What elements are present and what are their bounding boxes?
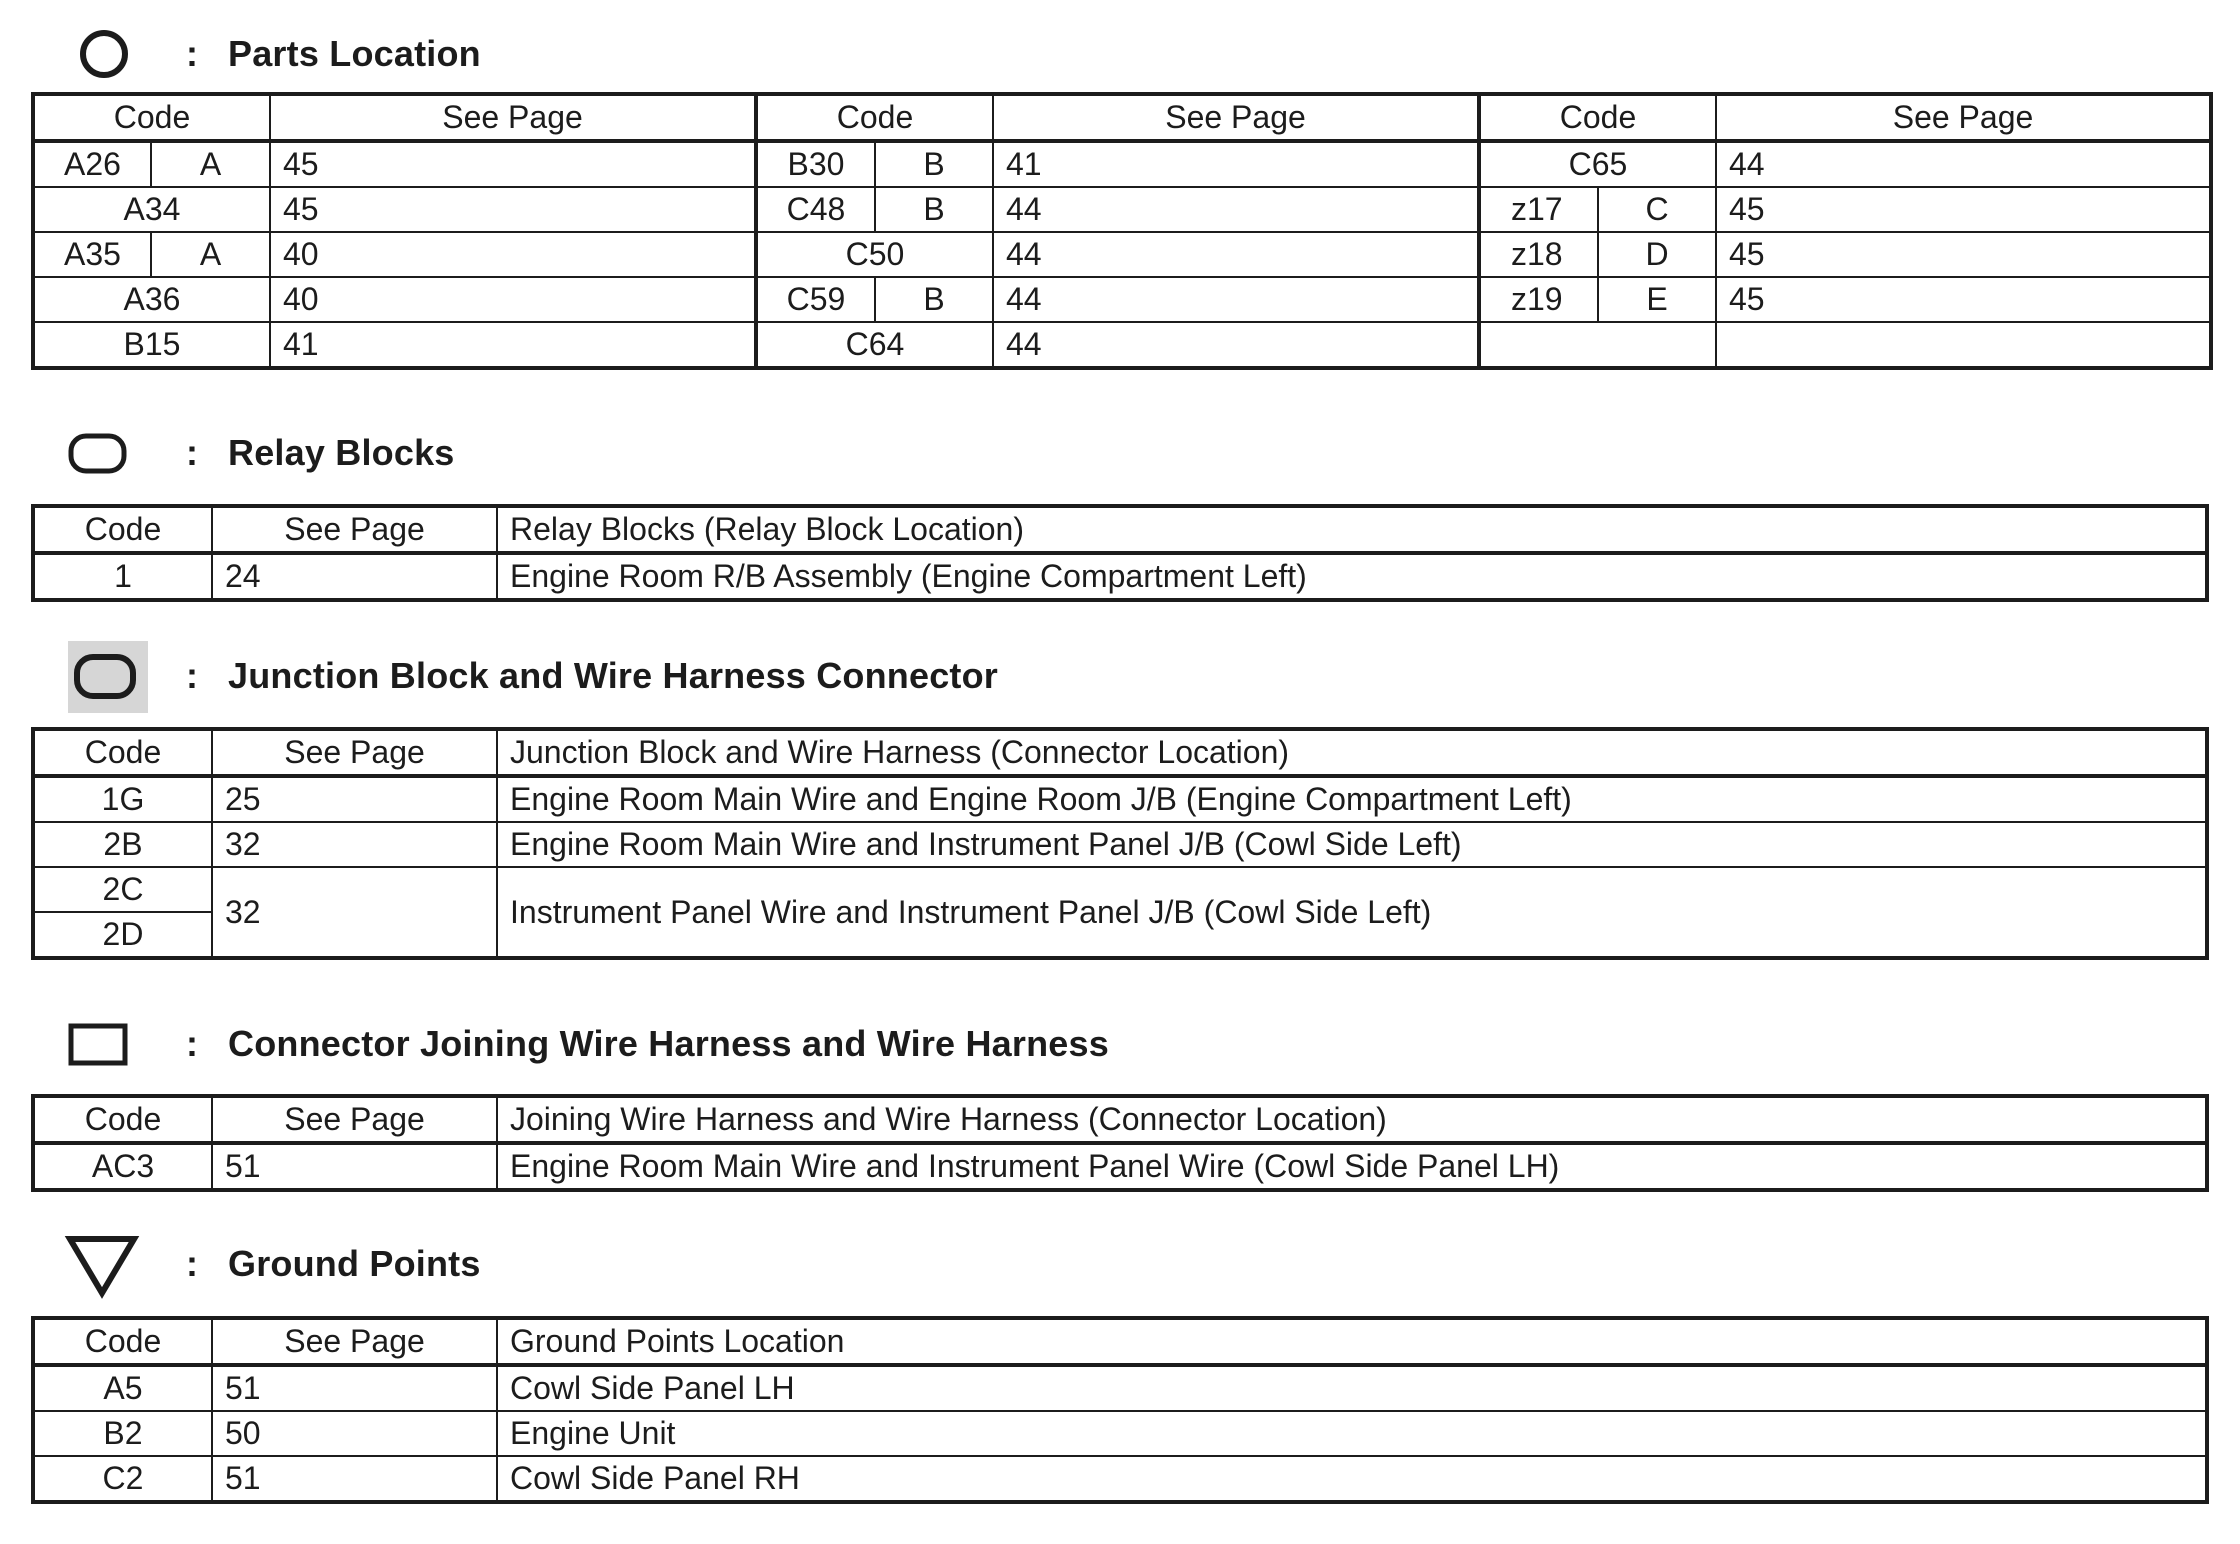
page-cell: 44 xyxy=(993,322,1479,368)
table-header-row xyxy=(33,1318,2207,1365)
description-cell: Engine Room Main Wire and Instrument Panel J/B (Cowl Side Left) xyxy=(497,822,2207,867)
table-row xyxy=(33,553,2207,600)
page-cell: 45 xyxy=(1716,232,2211,277)
code-cell: A35 xyxy=(33,232,151,277)
table-header-row xyxy=(33,729,2207,776)
sub-code-cell: A xyxy=(151,232,270,277)
code-cell: AC3 xyxy=(33,1143,212,1190)
code-cell: B15 xyxy=(33,322,270,368)
header-code: Code xyxy=(33,506,212,553)
relay-blocks-table xyxy=(31,504,2209,602)
description-cell: Cowl Side Panel RH xyxy=(497,1456,2207,1502)
code-cell: C65 xyxy=(1479,141,1716,187)
table-row xyxy=(33,187,2211,232)
rectangle-icon xyxy=(60,1004,150,1084)
header-code: Code xyxy=(33,1096,212,1143)
header-see-page: See Page xyxy=(270,94,756,141)
table-header-row xyxy=(33,1096,2207,1143)
rounded-rect-icon xyxy=(60,413,150,493)
header-description: Relay Blocks (Relay Block Location) xyxy=(497,506,2207,553)
section-colon: : xyxy=(186,655,198,696)
sub-code-cell: A xyxy=(151,141,270,187)
code-cell: A36 xyxy=(33,277,270,322)
sub-code-cell: B xyxy=(875,187,993,232)
section-header-ground-points xyxy=(60,1224,2160,1304)
table-row xyxy=(33,867,2207,912)
header-code: Code xyxy=(33,94,270,141)
section-header-connector-joining xyxy=(60,1004,2160,1084)
section-header-relay-blocks xyxy=(60,413,2160,493)
sub-code-cell: C xyxy=(1598,187,1716,232)
page-cell: 24 xyxy=(212,553,497,600)
page-cell: 45 xyxy=(1716,277,2211,322)
header-code: Code xyxy=(33,1318,212,1365)
header-description: Junction Block and Wire Harness (Connector Location) xyxy=(497,729,2207,776)
code-cell xyxy=(1479,322,1716,368)
description-cell: Engine Room Main Wire and Engine Room J/B (Engine Compartment Left) xyxy=(497,776,2207,822)
code-cell: z17 xyxy=(1479,187,1598,232)
code-cell: C64 xyxy=(756,322,993,368)
section-colon: : xyxy=(186,1023,198,1064)
sub-code-cell: E xyxy=(1598,277,1716,322)
section-title: Junction Block and Wire Harness Connector xyxy=(228,655,999,696)
code-cell: z18 xyxy=(1479,232,1598,277)
section-header-junction-block xyxy=(60,636,2160,716)
sub-code-cell: B xyxy=(875,141,993,187)
page-cell: 41 xyxy=(270,322,756,368)
table-row xyxy=(33,1143,2207,1190)
code-cell: 2C xyxy=(33,867,212,912)
code-cell: 2B xyxy=(33,822,212,867)
page-cell: 44 xyxy=(993,187,1479,232)
section-title: Connector Joining Wire Harness and Wire Harness xyxy=(228,1023,1109,1064)
header-code: Code xyxy=(33,729,212,776)
code-cell: B30 xyxy=(756,141,875,187)
code-cell: 1 xyxy=(33,553,212,600)
section-colon: : xyxy=(186,432,198,473)
table-row xyxy=(33,277,2211,322)
page-cell: 41 xyxy=(993,141,1479,187)
table-row xyxy=(33,141,2211,187)
page-cell xyxy=(1716,322,2211,368)
page-cell: 25 xyxy=(212,776,497,822)
page-cell: 44 xyxy=(1716,141,2211,187)
code-cell: C2 xyxy=(33,1456,212,1502)
section-title: Relay Blocks xyxy=(228,432,455,473)
table-row xyxy=(33,822,2207,867)
section-title: Ground Points xyxy=(228,1243,481,1284)
table-row xyxy=(33,1411,2207,1456)
table-header-row xyxy=(33,506,2207,553)
header-see-page: See Page xyxy=(212,1096,497,1143)
sub-code-cell: B xyxy=(875,277,993,322)
page-cell: 44 xyxy=(993,232,1479,277)
header-see-page: See Page xyxy=(1716,94,2211,141)
description-cell: Instrument Panel Wire and Instrument Panel J/B (Cowl Side Left) xyxy=(497,867,2207,958)
table-header-row xyxy=(33,94,2211,141)
header-see-page: See Page xyxy=(212,729,497,776)
page-cell: 40 xyxy=(270,277,756,322)
code-cell: A26 xyxy=(33,141,151,187)
page-cell: 32 xyxy=(212,822,497,867)
page-cell: 45 xyxy=(270,187,756,232)
shaded-rounded-rect-icon xyxy=(60,636,150,716)
section-header-parts-location xyxy=(60,14,2160,94)
code-cell: C50 xyxy=(756,232,993,277)
code-cell: A5 xyxy=(33,1365,212,1411)
page-cell: 51 xyxy=(212,1456,497,1502)
description-cell: Engine Room Main Wire and Instrument Panel Wire (Cowl Side Panel LH) xyxy=(497,1143,2207,1190)
header-see-page: See Page xyxy=(993,94,1479,141)
sub-code-cell: D xyxy=(1598,232,1716,277)
section-colon: : xyxy=(186,33,198,74)
header-code: Code xyxy=(756,94,993,141)
code-cell: A34 xyxy=(33,187,270,232)
header-description: Ground Points Location xyxy=(497,1318,2207,1365)
header-see-page: See Page xyxy=(212,1318,497,1365)
code-cell: 2D xyxy=(33,912,212,958)
page-cell: 45 xyxy=(270,141,756,187)
header-description: Joining Wire Harness and Wire Harness (Connector Location) xyxy=(497,1096,2207,1143)
section-title: Parts Location xyxy=(228,33,481,74)
description-cell: Engine Unit xyxy=(497,1411,2207,1456)
code-cell: 1G xyxy=(33,776,212,822)
connector-joining-table xyxy=(31,1094,2209,1192)
page-cell: 44 xyxy=(993,277,1479,322)
header-code: Code xyxy=(1479,94,1716,141)
description-cell: Cowl Side Panel LH xyxy=(497,1365,2207,1411)
code-cell: z19 xyxy=(1479,277,1598,322)
page-cell: 50 xyxy=(212,1411,497,1456)
page-cell: 40 xyxy=(270,232,756,277)
code-cell: B2 xyxy=(33,1411,212,1456)
table-row xyxy=(33,1365,2207,1411)
code-cell: C59 xyxy=(756,277,875,322)
page-cell: 51 xyxy=(212,1365,497,1411)
table-row xyxy=(33,776,2207,822)
circle-icon xyxy=(60,14,150,94)
description-cell: Engine Room R/B Assembly (Engine Compartment Left) xyxy=(497,553,2207,600)
header-see-page: See Page xyxy=(212,506,497,553)
triangle-down-icon xyxy=(60,1224,150,1304)
ground-points-table xyxy=(31,1316,2209,1504)
table-row xyxy=(33,322,2211,368)
table-row xyxy=(33,1456,2207,1502)
code-cell: C48 xyxy=(756,187,875,232)
page-cell: 51 xyxy=(212,1143,497,1190)
page-cell: 45 xyxy=(1716,187,2211,232)
parts-location-table xyxy=(31,92,2213,370)
table-row xyxy=(33,232,2211,277)
section-colon: : xyxy=(186,1243,198,1284)
page-cell: 32 xyxy=(212,867,497,958)
junction-block-table xyxy=(31,727,2209,960)
